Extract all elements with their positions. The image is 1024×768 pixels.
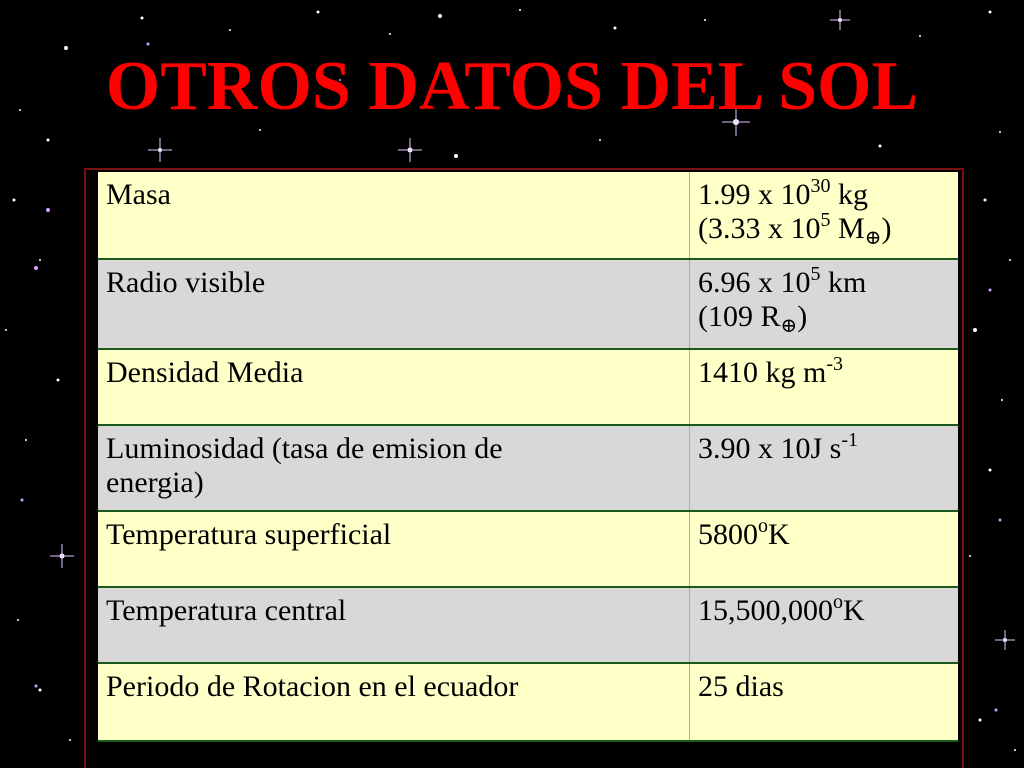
row-label-text: Temperatura superficial [106, 518, 392, 551]
row-value [690, 349, 959, 425]
value-exponent: 5 [810, 263, 821, 285]
value-unit: M [830, 212, 865, 245]
row-label-text: energia) [106, 466, 204, 499]
value-text: ) [881, 212, 892, 245]
value-text: 1410 kg m [698, 356, 827, 389]
table-row [98, 259, 958, 349]
table-row [98, 425, 958, 511]
value-text: (109 R [698, 300, 781, 333]
sun-data-table [98, 172, 958, 742]
table-row [98, 663, 958, 741]
degree-superscript: o [758, 515, 768, 537]
value-text: ) [797, 300, 808, 333]
value-text: 5800 [698, 518, 758, 551]
table-row [98, 511, 958, 587]
value-text: 1.99 x 10 [698, 178, 811, 211]
row-label-text: Radio visible [106, 266, 266, 299]
row-value [690, 587, 959, 663]
value-unit: kg [830, 178, 868, 211]
row-label-text: Densidad Media [106, 356, 304, 389]
value-unit: K [768, 518, 790, 551]
row-label-text: Luminosidad (tasa de emision de [106, 432, 503, 465]
value-text: 6.96 x 10 [698, 266, 811, 299]
row-value [690, 425, 959, 511]
value-unit: K [843, 594, 865, 627]
row-label [98, 663, 690, 741]
value-text: 15,500,000 [698, 594, 833, 627]
value-exponent: 30 [810, 175, 831, 197]
row-value [690, 172, 959, 259]
earth-symbol-subscript: ⊕ [864, 227, 882, 249]
table-row [98, 349, 958, 425]
degree-superscript: o [833, 591, 843, 613]
row-label [98, 349, 690, 425]
row-value [690, 259, 959, 349]
row-label [98, 259, 690, 349]
value-text: 25 dias [698, 670, 784, 703]
value-exponent: -1 [841, 429, 859, 451]
table-row [98, 587, 958, 663]
data-table-frame [84, 168, 964, 768]
row-value [690, 663, 959, 741]
earth-symbol-subscript: ⊕ [780, 315, 798, 337]
value-exponent: 5 [820, 209, 831, 231]
value-text: 3.90 x 10J s [698, 432, 842, 465]
row-label [98, 587, 690, 663]
value-unit: km [820, 266, 867, 299]
row-label [98, 425, 690, 511]
row-label [98, 511, 690, 587]
row-label-text: Periodo de Rotacion en el ecuador [106, 670, 519, 703]
row-label-text: Masa [106, 178, 171, 211]
table-row [98, 172, 958, 259]
value-text: (3.33 x 10 [698, 212, 821, 245]
row-value [690, 511, 959, 587]
slide-title: OTROS DATOS DEL SOL [105, 48, 919, 125]
row-label-text: Temperatura central [106, 594, 347, 627]
value-exponent: -3 [826, 353, 844, 375]
row-label [98, 172, 690, 259]
